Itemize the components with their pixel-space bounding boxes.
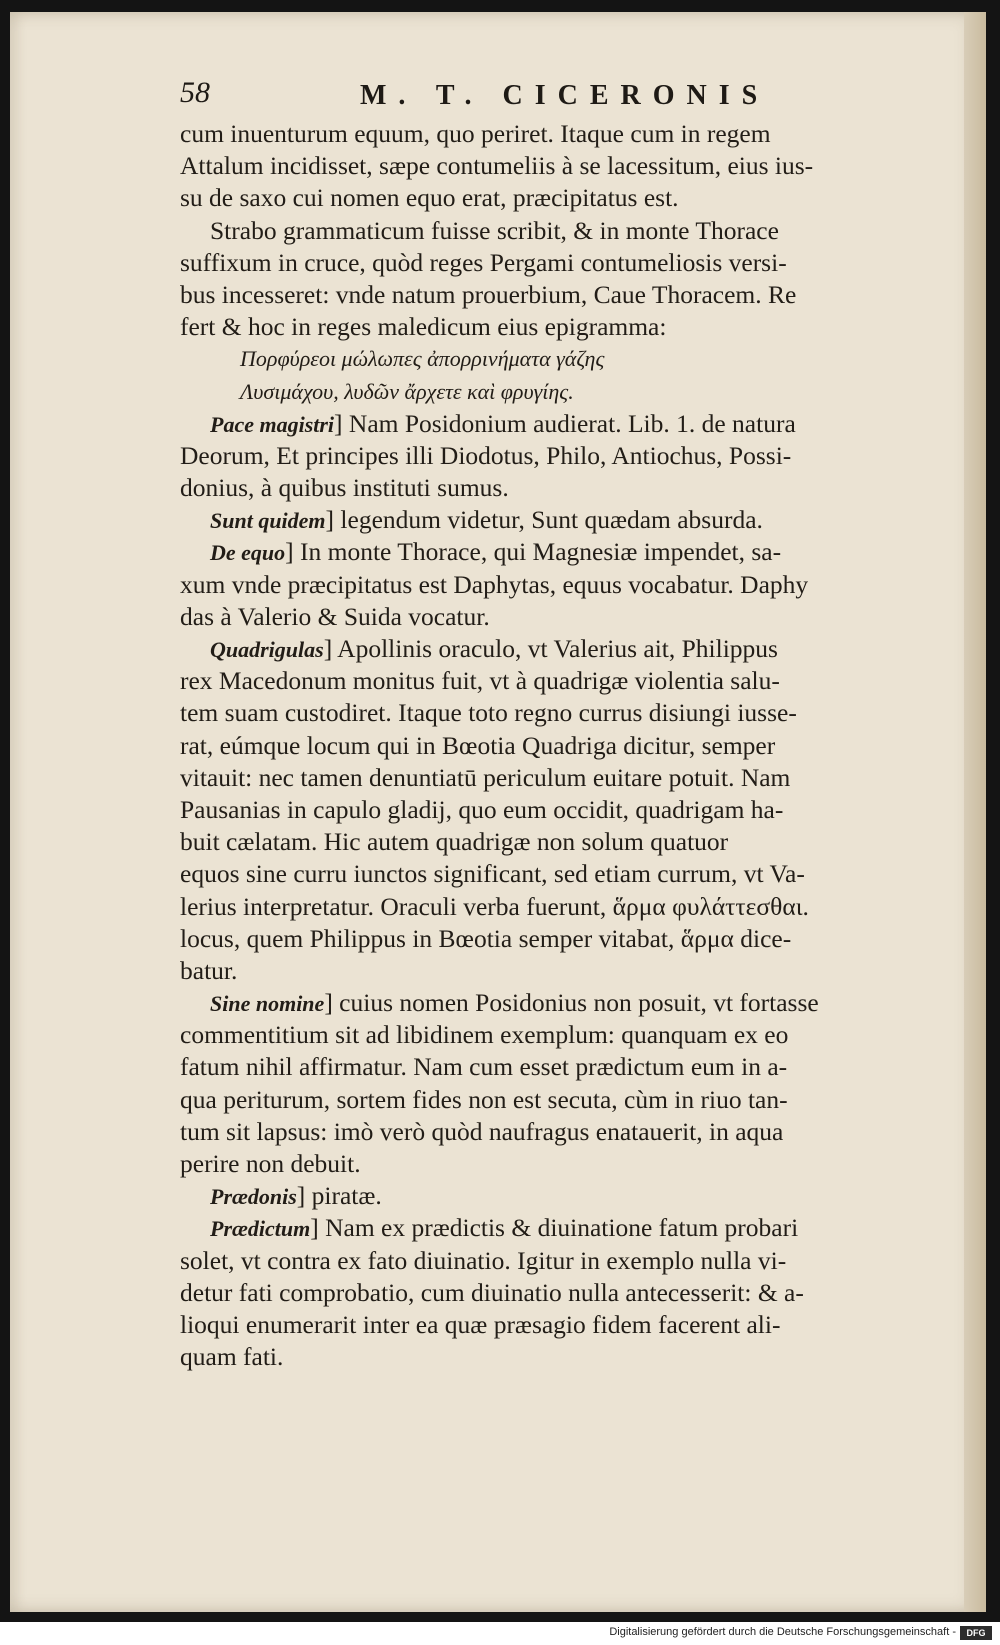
funding-credit: Digitalisierung gefördert durch die Deutsche Forschungsgemeinschaft - xyxy=(609,1626,956,1638)
text-line xyxy=(180,408,920,440)
text-line xyxy=(180,150,920,182)
text-line xyxy=(180,923,920,955)
text-line xyxy=(180,569,920,601)
text-line xyxy=(180,730,920,762)
line-text: quam fati. xyxy=(180,1342,284,1372)
text-line xyxy=(180,762,920,794)
line-text: ] Nam Posidonium audierat. Lib. 1. de natura xyxy=(334,408,796,438)
text-line xyxy=(180,1019,920,1051)
greek-verse-line xyxy=(180,343,920,375)
lemma: Quadrigulas xyxy=(210,637,324,662)
line-text: donius, à quibus instituti sumus. xyxy=(180,473,509,503)
text-line xyxy=(180,1148,920,1180)
text-line xyxy=(180,311,920,343)
text-line xyxy=(180,794,920,826)
text-line xyxy=(180,665,920,697)
line-text: ] piratæ. xyxy=(296,1181,382,1211)
text-line xyxy=(180,1116,920,1148)
line-text: Pausanias in capulo gladij, quo eum occidit, quadrigam ha- xyxy=(180,794,784,824)
lemma: De equo xyxy=(210,540,286,566)
running-title: M. T. CICERONIS xyxy=(360,80,770,111)
line-text: Λυσιμάχου, λυδῶν ἄρχετε καὶ φρυγίης. xyxy=(240,378,574,404)
line-text: solet, vt contra ex fato diuinatio. Igitur in exemplo nulla vi- xyxy=(180,1245,787,1275)
line-text: ] Nam ex prædictis & diuinatione fatum probari xyxy=(310,1213,799,1243)
text-line xyxy=(180,1084,920,1116)
dfg-logo-icon: DFG xyxy=(960,1626,992,1640)
lemma: Sine nomine xyxy=(210,991,325,1017)
body-text xyxy=(180,118,920,1373)
line-text: equos sine curru iunctos significant, sed etiam currum, vt Va- xyxy=(180,859,805,889)
text-line xyxy=(180,118,920,150)
line-text: commentitium sit ad libidinem exemplum: quanquam ex eo xyxy=(180,1020,789,1050)
greek-verse-line xyxy=(180,376,920,408)
line-text: bus incesseret: vnde natum prouerbium, Caue Thoracem. Re xyxy=(180,279,797,309)
line-text: fert & hoc in reges maledicum eius epigramma: xyxy=(180,312,667,342)
text-line xyxy=(180,504,920,536)
line-text: tum sit lapsus: imò verò quòd naufragus enatauerit, in aqua xyxy=(180,1116,784,1146)
text-line xyxy=(180,858,920,890)
line-text: cum inuenturum equum, quo periret. Itaque cum in regem xyxy=(180,119,771,148)
text-line xyxy=(180,826,920,858)
text-line xyxy=(180,440,920,472)
line-text: Strabo grammaticum fuisse scribit, & in monte Thorace xyxy=(210,215,779,245)
lemma: Sunt quidem xyxy=(210,508,326,534)
line-text: das à Valerio & Suida vocatur. xyxy=(180,601,490,631)
line-text: ] In monte Thorace, qui Magnesiæ impendet, sa- xyxy=(285,537,782,567)
line-text: buit cælatam. Hic autem quadrigæ non solum quatuor xyxy=(180,827,729,857)
page-edge xyxy=(964,12,986,1612)
footer-bar xyxy=(0,1622,1000,1645)
line-text: su de saxo cui nomen equo erat, præcipitatus est. xyxy=(180,183,679,213)
text-line xyxy=(180,1245,920,1277)
text-line xyxy=(180,1341,920,1373)
line-text: Πορφύρεοι μώλωπες ἀπορρινήματα γάζης xyxy=(240,346,605,372)
text-line xyxy=(180,1309,920,1341)
line-text: perire non debuit. xyxy=(180,1149,361,1178)
line-text: ] legendum videtur, Sunt quædam absurda. xyxy=(325,505,763,535)
line-text: fatum nihil affirmatur. Nam cum esset prædictum eum in a- xyxy=(180,1052,788,1082)
line-text: lerius interpretatur. Oraculi verba fuerunt, ἅρμα φυλάττεσθαι. xyxy=(180,891,809,921)
text-line xyxy=(180,1212,920,1244)
text-line xyxy=(180,601,920,633)
line-text: qua periturum, sortem fides non est secuta, cùm in riuo tan- xyxy=(180,1084,788,1114)
text-line xyxy=(180,279,920,311)
text-line xyxy=(180,215,920,247)
text-line xyxy=(180,472,920,504)
line-text: detur fati comprobatio, cum diuinatio nulla antecesserit: & a- xyxy=(180,1277,804,1307)
text-line xyxy=(180,1180,920,1212)
line-text: Attalum incidisset, sæpe contumeliis à se lacessitum, eius ius- xyxy=(180,151,814,181)
line-text: ] cuius nomen Posidonius non posuit, vt fortasse xyxy=(324,988,819,1018)
line-text: locus, quem Philippus in Bœotia semper vitabat, ἅρμα dice- xyxy=(180,923,792,953)
line-text: batur. xyxy=(180,955,238,985)
line-text: xum vnde præcipitatus est Daphytas, equus vocabatur. Daphy xyxy=(180,569,809,599)
text-line xyxy=(180,697,920,729)
page-number: 58 xyxy=(180,76,210,109)
text-line xyxy=(180,633,920,665)
line-text: suffixum in cruce, quòd reges Pergami contumeliosis versi- xyxy=(180,247,787,277)
line-text: rex Macedonum monitus fuit, vt à quadrigæ violentia salu- xyxy=(180,666,780,696)
line-text: Deorum, Et principes illi Diodotus, Philo, Antiochus, Possi- xyxy=(180,440,792,470)
line-text: vitauit: nec tamen denuntiatū periculum euitare potuit. Nam xyxy=(180,762,791,792)
text-line xyxy=(180,247,920,279)
line-text: lioqui enumerarit inter ea quæ præsagio fidem facerent ali- xyxy=(180,1309,781,1339)
line-text: ] Apollinis oraculo, vt Valerius ait, Philippus xyxy=(323,634,778,663)
lemma: Prædonis xyxy=(210,1184,297,1210)
lemma: Pace magistri xyxy=(210,411,335,437)
line-text: rat, eúmque locum qui in Bœotia Quadriga dicitur, semper xyxy=(180,730,776,760)
text-line xyxy=(180,182,920,214)
text-line xyxy=(180,987,920,1019)
running-head xyxy=(180,76,920,116)
text-line xyxy=(180,536,920,568)
lemma: Prædictum xyxy=(210,1216,311,1242)
text-line xyxy=(180,955,920,987)
text-line xyxy=(180,891,920,923)
text-line xyxy=(180,1051,920,1083)
line-text: tem suam custodiret. Itaque toto regno currus disiungi iusse- xyxy=(180,698,797,728)
text-line xyxy=(180,1277,920,1309)
